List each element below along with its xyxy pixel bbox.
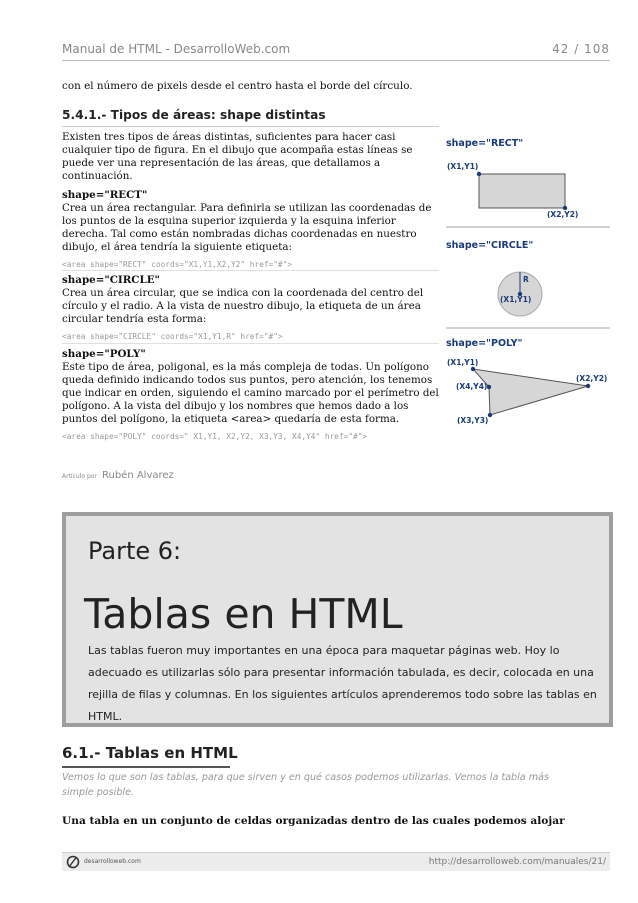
- circle-code: <area shape="CIRCLE" coords="X1,Y1,R" href="#">: [62, 332, 283, 341]
- fig-poly-dot-1: [471, 367, 475, 371]
- fig-poly-p3: (X3,Y3): [457, 416, 489, 425]
- fig-rect-title: shape="RECT": [446, 138, 524, 149]
- fig-rect-shape: [479, 174, 565, 208]
- separator: [62, 343, 439, 344]
- page-footer: [62, 852, 610, 871]
- section-heading-61: 6.1.- Tablas en HTML: [62, 744, 238, 762]
- intro-line: con el número de pixels desde el centro hasta el borde del círculo.: [62, 80, 413, 92]
- rect-block: [62, 189, 440, 271]
- part-number: Parte 6:: [88, 537, 182, 565]
- poly-label: shape="POLY": [62, 348, 146, 360]
- fig-poly-dot-3: [488, 413, 492, 417]
- shapes-figure: [443, 128, 613, 438]
- circle-label: shape="CIRCLE": [62, 274, 160, 286]
- separator: [62, 270, 439, 271]
- circle-text: Crea un área circular, que se indica con la coordenada del centro del círculo y el radio. A la vista de nuestro dibujo, la etiqueta de un área circular tendría esta forma:: [62, 287, 424, 325]
- part-title: Tablas en HTML: [84, 590, 403, 638]
- footer-url[interactable]: http://desarrolloweb.com/manuales/21/: [428, 857, 606, 867]
- part-description: Las tablas fueron muy importantes en una época para maquetar páginas web. Hoy lo adecuado es utilizarlas sólo para presentar información tabulada, es decir, colocada en una rejilla de filas y columnas. En los siguientes artículos aprenderemos todo sobre las tablas en HTML.: [88, 644, 597, 723]
- page-number: 42 / 108: [552, 42, 610, 56]
- author-prefix: Artículo por: [62, 473, 97, 480]
- fig-rect-p1: (X1,Y1): [447, 162, 479, 171]
- fig-rect-p2: (X2,Y2): [547, 210, 579, 219]
- poly-block: [62, 348, 440, 443]
- fig-circle-title: shape="CIRCLE": [446, 240, 534, 251]
- lead-text: Una tabla en un conjunto de celdas organizadas dentro de las cuales podemos alojar: [62, 815, 565, 827]
- rect-code: <area shape="RECT" coords="X1,Y1,X2,Y2" href="#">: [62, 260, 293, 269]
- circle-block: [62, 274, 440, 343]
- section-divider: [62, 126, 439, 127]
- part-banner: [62, 512, 613, 727]
- rect-label: shape="RECT": [62, 189, 148, 201]
- author-line: [62, 463, 174, 482]
- fig-circle-c: (X1,Y1): [500, 295, 532, 304]
- fig-poly-shape: [473, 369, 588, 415]
- page-header: [62, 42, 610, 61]
- author-name: Rubén Alvarez: [101, 470, 174, 481]
- site-logo-icon: [66, 855, 80, 869]
- fig-rect-dot-1: [477, 172, 481, 176]
- fig-circle-r: R: [523, 275, 529, 284]
- fig-poly-p4: (X4,Y4): [456, 382, 488, 391]
- fig-poly-dot-4: [487, 385, 491, 389]
- site-logo-text: desarrolloweb.com: [84, 858, 141, 865]
- section-summary: Vemos lo que son las tablas, para que sirven y en qué casos podemos utilizarlas. Vemos la tabla más simple posible.: [62, 772, 549, 798]
- section-underline: [62, 766, 230, 768]
- fig-poly-title: shape="POLY": [446, 338, 523, 349]
- poly-text: Este tipo de área, poligonal, es la más compleja de todas. Un polígono queda definido indicando todos sus puntos, pero atención, los tenemos que indicar en orden, siguiendo el camino marcado por el perímetro del polígono. A la vista del dibujo y los nombres que hemos dado a los puntos del polígono, la etiqueta <area> quedaría de esta forma.: [62, 361, 439, 425]
- fig-poly-p1: (X1,Y1): [447, 358, 479, 367]
- manual-title: Manual de HTML - DesarrolloWeb.com: [62, 42, 291, 56]
- section-heading-541: 5.4.1.- Tipos de áreas: shape distintas: [62, 108, 326, 122]
- shapes-intro: [62, 131, 440, 183]
- fig-poly-p2: (X2,Y2): [576, 374, 608, 383]
- rect-text: Crea un área rectangular. Para definirla se utilizan las coordenadas de los puntos de la esquina superior izquierda y la esquina inferior derecha. Tal como están nombradas dichas coordenadas en nuestro dibujo, el área tendría la siguiente etiqueta:: [62, 202, 432, 253]
- fig-poly-dot-2: [586, 384, 590, 388]
- poly-code: <area shape="POLY" coords=" X1,Y1, X2,Y2, X3,Y3, X4,Y4" href="#">: [62, 432, 368, 441]
- shapes-intro-text: Existen tres tipos de áreas distintas, suficientes para hacer casi cualquier tipo de figura. En el dibujo que acompaña estas líneas se puede ver una representación de las áreas, que detallamos a continuación.: [62, 131, 413, 182]
